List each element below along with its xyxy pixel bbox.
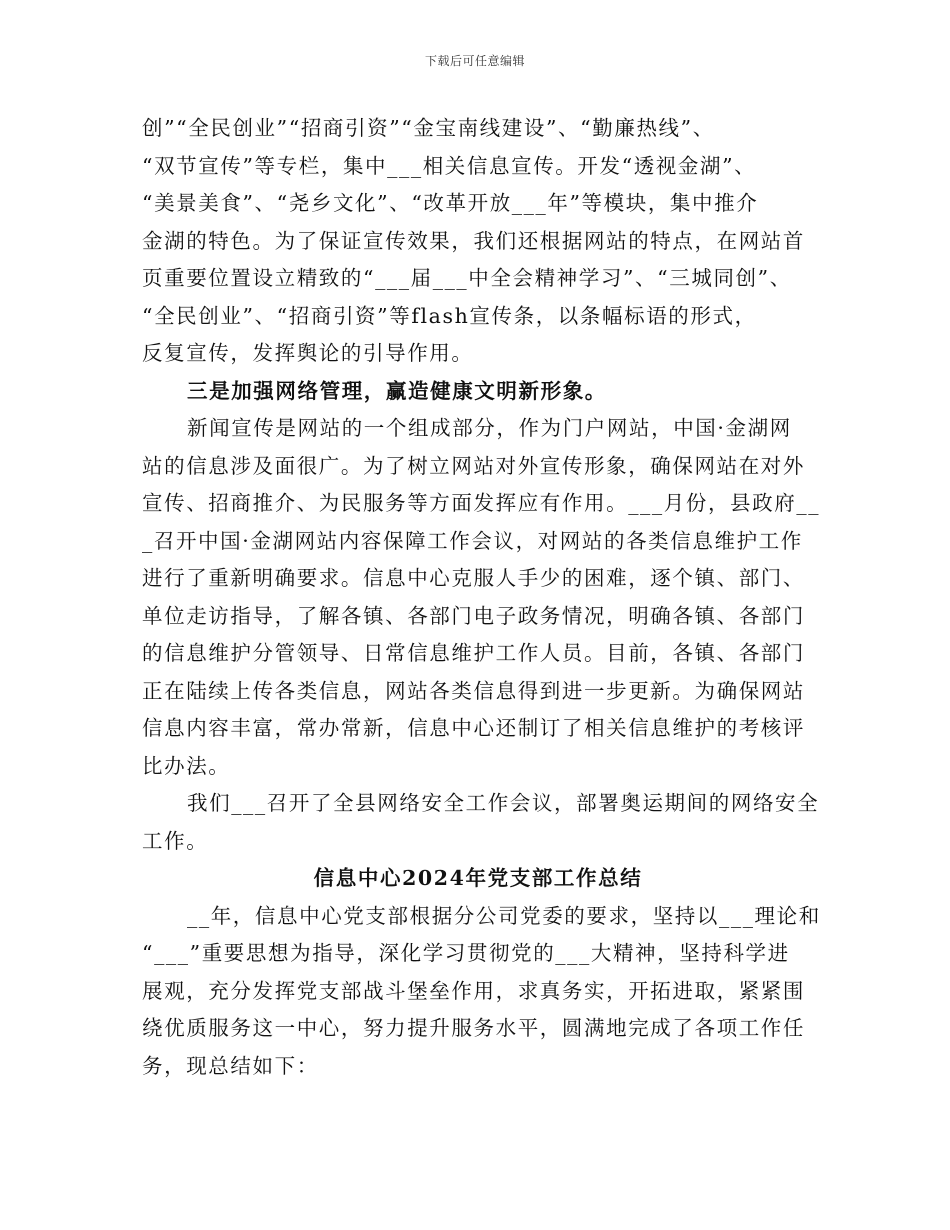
- paragraph-line: “___”重要思想为指导，深化学习贯彻党的___大精神，坚持科学进: [142, 941, 790, 965]
- paragraph-line: 宣传、招商推介、为民服务等方面发挥应有作用。___月份，县政府__: [142, 491, 821, 515]
- paragraph-line: 工作。: [142, 828, 209, 853]
- page-header: 下载后可任意编辑: [424, 54, 525, 68]
- paragraph-line: 正在陆续上传各类信息，网站各类信息得到进一步更新。为确保网站: [142, 678, 805, 703]
- paragraph-line: 创”“全民创业”“招商引资”“金宝南线建设”、“勤廉热线”、: [142, 116, 715, 140]
- paragraph-line: 进行了重新明确要求。信息中心克服人手少的困难，逐个镇、部门、: [142, 566, 805, 590]
- paragraph-line: 比办法。: [142, 753, 231, 778]
- paragraph-line: 信息内容丰富，常办常新，信息中心还制订了相关信息维护的考核评: [142, 716, 805, 740]
- paragraph-line: 站的信息涉及面很广。为了树立网站对外宣传形象，确保网站在对外: [142, 453, 805, 478]
- paragraph-line: “双节宣传”等专栏，集中___相关信息宣传。开发“透视金湖”、: [142, 153, 757, 178]
- paragraph-line: 务，现总结如下：: [142, 1053, 319, 1078]
- document-body: [142, 110, 821, 1085]
- paragraph-line: 新闻宣传是网站的一个组成部分，作为门户网站，中国·金湖网: [187, 416, 792, 440]
- paragraph-line: “美景美食”、“尧乡文化”、“改革开放___年”等模块，集中推介: [142, 191, 759, 215]
- paragraph-line: 反复宣传，发挥舆论的引导作用。: [142, 341, 474, 365]
- paragraph-line: 单位走访指导，了解各镇、各部门电子政务情况，明确各镇、各部门: [142, 603, 805, 628]
- paragraph-line: __年，信息中心党支部根据分公司党委的要求，坚持以___理论和: [187, 903, 821, 928]
- paragraph-line: 金湖的特色。为了保证宣传效果，我们还根据网站的特点，在网站首: [142, 228, 805, 253]
- section-heading: 三是加强网络管理，赢造健康文明新形象。: [187, 378, 607, 403]
- paragraph-line: 页重要位置设立精致的“___届___中全会精神学习”、“三城同创”、: [142, 266, 792, 290]
- paragraph-line: 展观，充分发挥党支部战斗堡垒作用，求真务实，开拓进取，紧紧围: [142, 978, 805, 1003]
- paragraph-line: “全民创业”、“招商引资”等flash宣传条，以条幅标语的形式，: [142, 303, 757, 328]
- document-title: 信息中心2024年党支部工作总结: [313, 866, 643, 890]
- paragraph-line: 的信息维护分管领导、日常信息维护工作人员。目前，各镇、各部门: [142, 641, 805, 665]
- paragraph-line: _召开中国·金湖网站内容保障工作会议，对网站的各类信息维护工作: [142, 528, 803, 553]
- paragraph-line: 绕优质服务这一中心，努力提升服务水平，圆满地完成了各项工作任: [142, 1016, 805, 1040]
- paragraph-line: 我们___召开了全县网络安全工作会议，部署奥运期间的网络安全: [187, 791, 820, 815]
